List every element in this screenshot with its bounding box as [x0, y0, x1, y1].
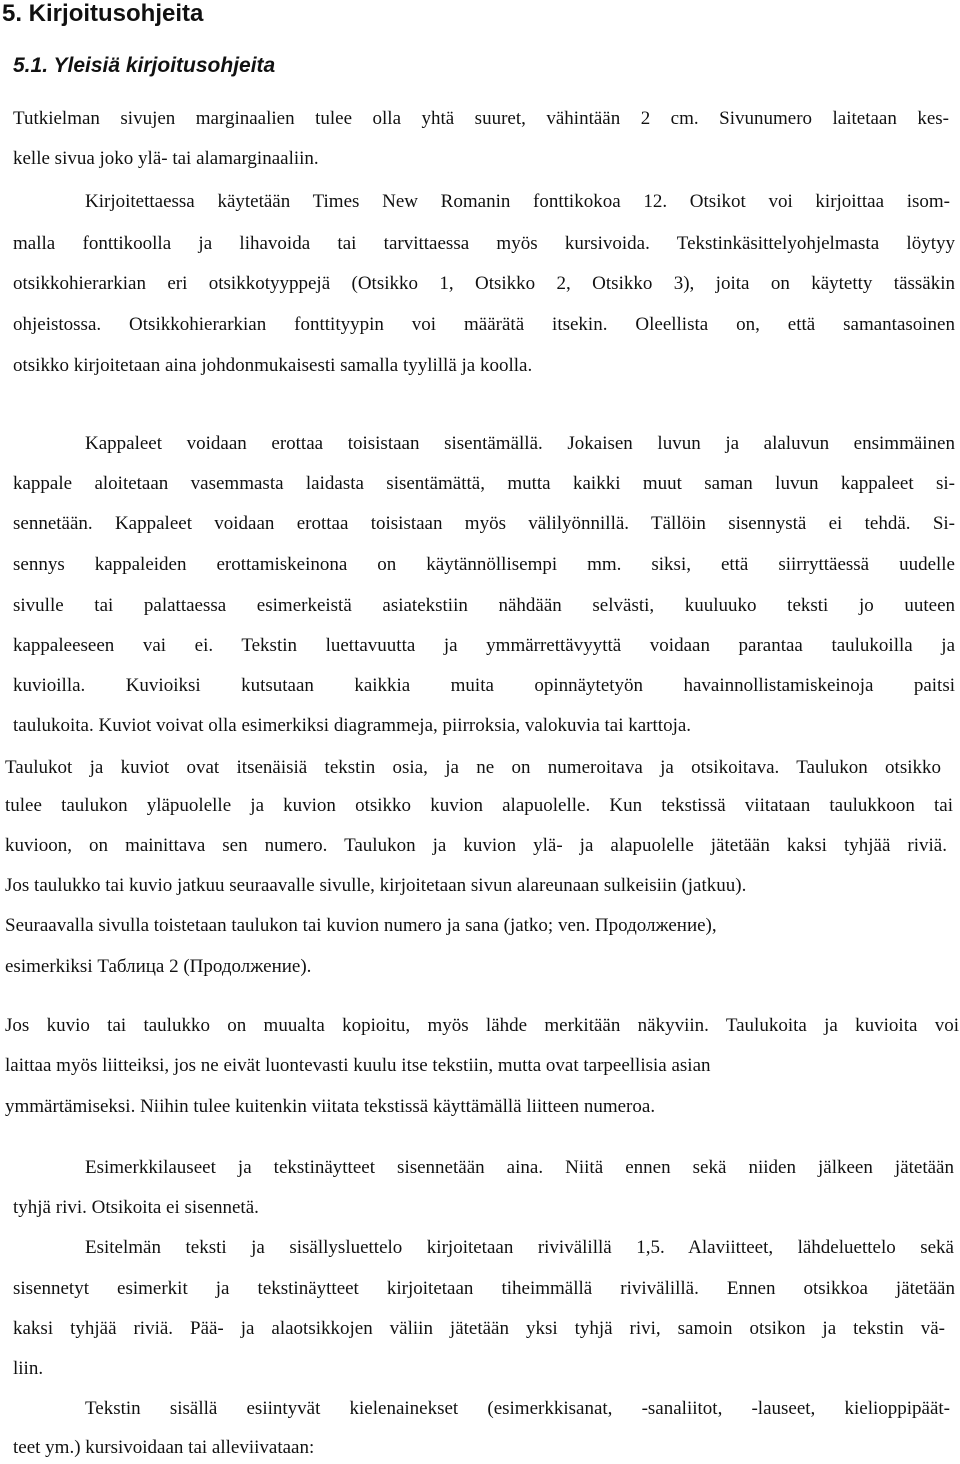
text-line: Taulukot ja kuviot ovat itsenäisiä tekstin osia, ja ne on numeroitava ja otsikoitava. Taulukon otsikko	[5, 757, 941, 778]
text-line: kaksi tyhjää riviä. Pää- ja alaotsikkojen väliin jätetään yksi tyhjä rivi, samoin otsikon ja tekstin vä-	[13, 1318, 945, 1339]
text-line: sivulle tai palattaessa esimerkeistä asiatekstiin nähdään selvästi, kuuluuko teksti jo uuteen	[13, 595, 955, 616]
text-line: Tutkielman sivujen marginaalien tulee olla yhtä suuret, vähintään 2 cm. Sivunumero laitetaan kes-	[13, 108, 949, 129]
text-line: liin.	[13, 1358, 44, 1379]
text-line: tulee taulukon yläpuolelle ja kuvion otsikko kuvion alapuolelle. Kun tekstissä viitataan taulukkoon tai	[5, 795, 953, 816]
text-line: Jos kuvio tai taulukko on muualta kopioitu, myös lähde merkitään näkyviin. Taulukoita ja kuvioita voi	[5, 1015, 959, 1036]
text-line: otsikkohierarkian eri otsikkotyyppejä (Otsikko 1, Otsikko 2, Otsikko 3), joita on käytetty tässäkin	[13, 273, 955, 294]
text-line: Tekstin sisällä esiintyvät kielenainekset (esimerkkisanat, -sanaliitot, -lauseet, kielioppipäät-	[85, 1398, 950, 1419]
text-line: Jos taulukko tai kuvio jatkuu seuraavalle sivulle, kirjoitetaan sivun alareunaan sulkeisiin (jatkuu).	[5, 875, 747, 896]
text-line: Esimerkkilauseet ja tekstinäytteet sisennetään aina. Niitä ennen sekä niiden jälkeen jätetään	[85, 1157, 954, 1178]
section-heading: 5.1. Yleisiä kirjoitusohjeita	[13, 54, 276, 77]
text-line: sisennetyt esimerkit ja tekstinäytteet kirjoitetaan tiheimmällä rivivälillä. Ennen otsikkoa jätetään	[13, 1278, 955, 1299]
text-line: teet ym.) kursivoidaan tai alleviivataan:	[13, 1437, 315, 1458]
text-line: tyhjä rivi. Otsikoita ei sisennetä.	[13, 1197, 259, 1218]
text-line: Esitelmän teksti ja sisällysluettelo kirjoitetaan rivivälillä 1,5. Alaviitteet, lähdeluettelo sekä	[85, 1237, 954, 1258]
text-line: ymmärtämiseksi. Niihin tulee kuitenkin viitata tekstissä käyttämällä liitteen numeroa.	[5, 1096, 656, 1117]
chapter-heading: 5. Kirjoitusohjeita	[2, 0, 204, 27]
text-line: kelle sivua joko ylä- tai alamarginaaliin.	[13, 148, 319, 169]
text-line: esimerkiksi Таблица 2 (Продолжение).	[5, 956, 312, 977]
text-line: Seuraavalla sivulla toistetaan taulukon tai kuvion numero ja sana (jatko; ven. Продолжение),	[5, 915, 717, 936]
text-line: sennys kappaleiden erottamiskeinona on käytännöllisempi mm. siksi, että siirryttäessä uudelle	[13, 554, 955, 575]
text-line: sennetään. Kappaleet voidaan erottaa toisistaan myös välilyönnillä. Tällöin sisennystä ei tehdä. Si-	[13, 513, 955, 534]
text-line: taulukoita. Kuviot voivat olla esimerkiksi diagrammeja, piirroksia, valokuvia tai karttoja.	[13, 715, 692, 736]
text-line: kuvioilla. Kuvioiksi kutsutaan kaikkia muita opinnäytetyön havainnollistamiskeinoja paitsi	[13, 675, 955, 696]
text-line: kappaleeseen vai ei. Tekstin luettavuutta ja ymmärrettävyyttä voidaan parantaa taulukoilla ja	[13, 635, 955, 656]
text-line: ohjeistossa. Otsikkohierarkian fonttityypin voi määrätä itsekin. Oleellista on, että samantasoinen	[13, 314, 955, 335]
text-line: malla fonttikoolla ja lihavoida tai tarvittaessa myös kursivoida. Tekstinkäsittelyohjelmasta löytyy	[13, 233, 955, 254]
text-line: kappale aloitetaan vasemmasta laidasta sisentämättä, mutta kaikki muut saman luvun kappaleet si-	[13, 473, 955, 494]
text-line: Kappaleet voidaan erottaa toisistaan sisentämällä. Jokaisen luvun ja alaluvun ensimmäinen	[85, 433, 955, 454]
text-line: otsikko kirjoitetaan aina johdonmukaisesti samalla tyylillä ja koolla.	[13, 355, 533, 376]
text-line: Kirjoitettaessa käytetään Times New Romanin fonttikokoa 12. Otsikot voi kirjoittaa isom-	[85, 191, 950, 212]
text-line: laittaa myös liitteiksi, jos ne eivät luontevasti kuulu itse tekstiin, mutta ovat tarpeellisia asian	[5, 1055, 711, 1076]
text-line: kuvioon, on mainittava sen numero. Taulukon ja kuvion ylä- ja alapuolelle jätetään kaksi tyhjää riviä.	[5, 835, 947, 856]
